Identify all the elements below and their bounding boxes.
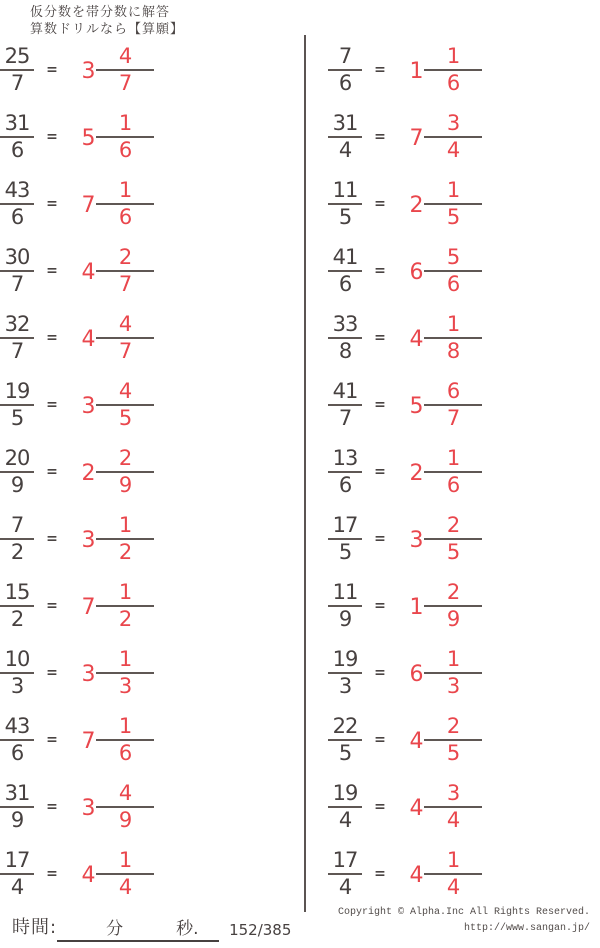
answer-fraction — [96, 512, 154, 564]
equals-sign: = — [46, 262, 58, 279]
question-fraction — [328, 579, 362, 631]
equals-sign: = — [46, 798, 58, 815]
question-fraction — [0, 244, 34, 296]
question-denominator: 7 — [10, 271, 24, 296]
problem-columns — [0, 36, 600, 907]
question-numerator: 13 — [332, 445, 358, 470]
answer-denominator: 4 — [118, 874, 132, 899]
answer-numerator: 2 — [118, 445, 132, 470]
answer-denominator: 2 — [118, 606, 132, 631]
question-fraction — [328, 110, 362, 162]
equals-sign: = — [374, 128, 386, 145]
answer-fraction — [96, 244, 154, 296]
answer-denominator: 6 — [118, 137, 132, 162]
answer-numerator: 6 — [446, 378, 460, 403]
answer-whole-number: 4 — [81, 862, 95, 888]
question-numerator: 17 — [4, 847, 30, 872]
worksheet-header — [30, 4, 184, 38]
question-denominator: 4 — [338, 807, 352, 832]
answer-fraction — [96, 110, 154, 162]
answer-numerator: 1 — [446, 43, 460, 68]
answer-fraction — [424, 311, 482, 363]
question-numerator: 19 — [332, 780, 358, 805]
question-numerator: 32 — [4, 311, 30, 336]
seconds-label: 秒. — [176, 919, 199, 939]
problem-row — [0, 639, 305, 706]
copyright-block — [338, 905, 590, 937]
question-numerator: 15 — [4, 579, 30, 604]
question-numerator: 31 — [4, 110, 30, 135]
minutes-label: 分 — [106, 919, 124, 939]
answer-whole-number: 7 — [81, 594, 95, 620]
equals-sign: = — [374, 865, 386, 882]
answer-whole-number: 7 — [409, 125, 423, 151]
question-fraction — [328, 43, 362, 95]
answer-fraction — [96, 713, 154, 765]
question-numerator: 25 — [4, 43, 30, 68]
answer-numerator: 4 — [118, 43, 132, 68]
answer-denominator: 5 — [446, 204, 460, 229]
question-fraction — [0, 43, 34, 95]
answer-numerator: 1 — [118, 512, 132, 537]
answer-denominator: 6 — [446, 271, 460, 296]
question-fraction — [328, 780, 362, 832]
answer-whole-number: 4 — [409, 862, 423, 888]
question-denominator: 6 — [338, 472, 352, 497]
question-denominator: 9 — [10, 472, 24, 497]
question-numerator: 7 — [338, 43, 352, 68]
equals-sign: = — [374, 396, 386, 413]
answer-denominator: 7 — [118, 338, 132, 363]
question-fraction — [328, 512, 362, 564]
copyright-line: Copyright © Alpha.Inc All Rights Reserved. — [337, 907, 590, 918]
answer-whole-number: 4 — [409, 795, 423, 821]
question-denominator: 9 — [10, 807, 24, 832]
problem-row — [0, 840, 305, 907]
question-fraction — [328, 378, 362, 430]
answer-fraction — [96, 847, 154, 899]
answer-denominator: 6 — [118, 204, 132, 229]
equals-sign: = — [374, 731, 386, 748]
answer-denominator: 6 — [446, 70, 460, 95]
answer-numerator: 2 — [446, 579, 460, 604]
equals-sign: = — [374, 61, 386, 78]
question-numerator: 33 — [332, 311, 358, 336]
question-fraction — [0, 780, 34, 832]
answer-denominator: 4 — [446, 807, 460, 832]
answer-numerator: 2 — [446, 512, 460, 537]
answer-numerator: 1 — [118, 110, 132, 135]
question-fraction — [0, 378, 34, 430]
answer-numerator: 1 — [446, 847, 460, 872]
equals-sign: = — [46, 664, 58, 681]
question-numerator: 31 — [332, 110, 358, 135]
question-numerator: 10 — [4, 646, 30, 671]
answer-denominator: 7 — [118, 70, 132, 95]
question-denominator: 6 — [338, 271, 352, 296]
answer-denominator: 5 — [118, 405, 132, 430]
problem-row — [0, 773, 305, 840]
question-numerator: 19 — [332, 646, 358, 671]
equals-sign: = — [46, 61, 58, 78]
answer-fraction — [96, 579, 154, 631]
problem-row — [328, 840, 600, 907]
question-denominator: 5 — [10, 405, 24, 430]
equals-sign: = — [374, 798, 386, 815]
answer-fraction — [424, 177, 482, 229]
answer-numerator: 1 — [446, 177, 460, 202]
problem-row — [0, 237, 305, 304]
question-denominator: 2 — [10, 539, 24, 564]
equals-sign: = — [374, 530, 386, 547]
question-denominator: 5 — [338, 740, 352, 765]
answer-fraction — [424, 713, 482, 765]
answer-denominator: 3 — [446, 673, 460, 698]
answer-denominator: 4 — [446, 874, 460, 899]
problem-row — [0, 505, 305, 572]
answer-fraction — [424, 579, 482, 631]
answer-whole-number: 5 — [409, 393, 423, 419]
answer-whole-number: 4 — [81, 259, 95, 285]
answer-whole-number: 3 — [81, 393, 95, 419]
question-fraction — [328, 646, 362, 698]
answer-fraction — [96, 311, 154, 363]
question-fraction — [0, 311, 34, 363]
answer-denominator: 8 — [446, 338, 460, 363]
question-fraction — [0, 847, 34, 899]
answer-denominator: 7 — [118, 271, 132, 296]
answer-denominator: 9 — [118, 807, 132, 832]
answer-fraction — [96, 780, 154, 832]
time-answer-line — [57, 912, 219, 942]
answer-denominator: 5 — [446, 740, 460, 765]
answer-whole-number: 3 — [409, 527, 423, 553]
question-fraction — [0, 512, 34, 564]
question-numerator: 31 — [4, 780, 30, 805]
problem-row — [328, 639, 600, 706]
answer-whole-number: 1 — [409, 594, 423, 620]
question-numerator: 41 — [332, 378, 358, 403]
answer-fraction — [424, 378, 482, 430]
answer-denominator: 5 — [446, 539, 460, 564]
answer-fraction — [424, 646, 482, 698]
question-denominator: 4 — [338, 874, 352, 899]
answer-denominator: 2 — [118, 539, 132, 564]
problem-row — [328, 237, 600, 304]
problem-row — [0, 170, 305, 237]
question-denominator: 3 — [10, 673, 24, 698]
time-entry — [12, 912, 291, 942]
answer-whole-number: 4 — [409, 728, 423, 754]
answer-whole-number: 3 — [81, 661, 95, 687]
problem-row — [328, 103, 600, 170]
answer-fraction — [424, 445, 482, 497]
question-numerator: 19 — [4, 378, 30, 403]
equals-sign: = — [374, 664, 386, 681]
question-denominator: 7 — [10, 338, 24, 363]
problem-row — [328, 773, 600, 840]
question-fraction — [328, 177, 362, 229]
website-url: http://www.sangan.jp/ — [463, 923, 590, 934]
question-denominator: 5 — [338, 204, 352, 229]
answer-whole-number: 4 — [409, 326, 423, 352]
answer-fraction — [424, 847, 482, 899]
equals-sign: = — [374, 597, 386, 614]
question-fraction — [0, 579, 34, 631]
question-denominator: 6 — [10, 137, 24, 162]
question-denominator: 8 — [338, 338, 352, 363]
answer-whole-number: 6 — [409, 661, 423, 687]
question-numerator: 17 — [332, 512, 358, 537]
question-denominator: 4 — [338, 137, 352, 162]
answer-numerator: 4 — [118, 378, 132, 403]
equals-sign: = — [374, 329, 386, 346]
question-denominator: 6 — [338, 70, 352, 95]
answer-whole-number: 3 — [81, 795, 95, 821]
problems-column-left — [0, 36, 305, 907]
question-numerator: 7 — [10, 512, 24, 537]
equals-sign: = — [46, 731, 58, 748]
question-numerator: 22 — [332, 713, 358, 738]
question-numerator: 20 — [4, 445, 30, 470]
answer-denominator: 6 — [446, 472, 460, 497]
problem-row — [0, 706, 305, 773]
question-denominator: 3 — [338, 673, 352, 698]
answer-denominator: 3 — [118, 673, 132, 698]
answer-whole-number: 3 — [81, 58, 95, 84]
question-numerator: 30 — [4, 244, 30, 269]
problem-row — [328, 572, 600, 639]
question-numerator: 17 — [332, 847, 358, 872]
answer-denominator: 9 — [118, 472, 132, 497]
equals-sign: = — [374, 262, 386, 279]
equals-sign: = — [374, 195, 386, 212]
problem-row — [0, 304, 305, 371]
question-fraction — [328, 311, 362, 363]
question-fraction — [328, 445, 362, 497]
question-numerator: 41 — [332, 244, 358, 269]
answer-denominator: 7 — [446, 405, 460, 430]
header-line1: 仮分数を帯分数に解答 — [30, 5, 171, 20]
answer-numerator: 1 — [118, 177, 132, 202]
equals-sign: = — [46, 865, 58, 882]
question-fraction — [0, 646, 34, 698]
equals-sign: = — [374, 463, 386, 480]
answer-numerator: 1 — [118, 847, 132, 872]
equals-sign: = — [46, 396, 58, 413]
problem-row — [328, 304, 600, 371]
answer-whole-number: 7 — [81, 728, 95, 754]
answer-whole-number: 6 — [409, 259, 423, 285]
question-numerator: 43 — [4, 177, 30, 202]
problem-row — [0, 103, 305, 170]
answer-numerator: 3 — [446, 110, 460, 135]
equals-sign: = — [46, 597, 58, 614]
problem-row — [0, 572, 305, 639]
answer-whole-number: 5 — [81, 125, 95, 151]
answer-whole-number: 7 — [81, 192, 95, 218]
answer-fraction — [424, 244, 482, 296]
question-numerator: 11 — [332, 177, 358, 202]
question-fraction — [0, 713, 34, 765]
progress-counter: 152/385 — [229, 921, 292, 939]
question-denominator: 4 — [10, 874, 24, 899]
problems-column-right — [305, 36, 600, 907]
answer-fraction — [96, 177, 154, 229]
problem-row — [328, 36, 600, 103]
answer-denominator: 6 — [118, 740, 132, 765]
answer-whole-number: 2 — [81, 460, 95, 486]
answer-fraction — [96, 445, 154, 497]
question-fraction — [328, 847, 362, 899]
problem-row — [328, 371, 600, 438]
question-denominator: 7 — [338, 405, 352, 430]
question-denominator: 6 — [10, 740, 24, 765]
problem-row — [328, 438, 600, 505]
question-numerator: 43 — [4, 713, 30, 738]
answer-numerator: 1 — [446, 646, 460, 671]
problem-row — [328, 170, 600, 237]
answer-fraction — [96, 378, 154, 430]
problem-row — [328, 505, 600, 572]
answer-numerator: 1 — [118, 646, 132, 671]
answer-fraction — [424, 512, 482, 564]
answer-fraction — [96, 43, 154, 95]
problem-row — [0, 371, 305, 438]
question-fraction — [0, 177, 34, 229]
answer-numerator: 4 — [118, 311, 132, 336]
question-fraction — [328, 713, 362, 765]
answer-whole-number: 1 — [409, 58, 423, 84]
answer-fraction — [424, 43, 482, 95]
answer-whole-number: 2 — [409, 460, 423, 486]
answer-numerator: 1 — [118, 579, 132, 604]
answer-numerator: 1 — [118, 713, 132, 738]
answer-numerator: 5 — [446, 244, 460, 269]
time-label: 時間: — [12, 917, 58, 938]
problem-row — [0, 438, 305, 505]
question-fraction — [328, 244, 362, 296]
equals-sign: = — [46, 463, 58, 480]
answer-whole-number: 3 — [81, 527, 95, 553]
header-line2: 算数ドリルなら【算願】 — [30, 22, 185, 37]
answer-numerator: 1 — [446, 311, 460, 336]
question-denominator: 6 — [10, 204, 24, 229]
answer-denominator: 9 — [446, 606, 460, 631]
answer-denominator: 4 — [446, 137, 460, 162]
equals-sign: = — [46, 530, 58, 547]
answer-numerator: 2 — [118, 244, 132, 269]
question-numerator: 11 — [332, 579, 358, 604]
problem-row — [0, 36, 305, 103]
problem-row — [328, 706, 600, 773]
question-denominator: 7 — [10, 70, 24, 95]
equals-sign: = — [46, 329, 58, 346]
answer-whole-number: 4 — [81, 326, 95, 352]
answer-numerator: 3 — [446, 780, 460, 805]
answer-whole-number: 2 — [409, 192, 423, 218]
question-denominator: 9 — [338, 606, 352, 631]
equals-sign: = — [46, 195, 58, 212]
equals-sign: = — [46, 128, 58, 145]
answer-numerator: 2 — [446, 713, 460, 738]
question-fraction — [0, 445, 34, 497]
question-denominator: 5 — [338, 539, 352, 564]
answer-fraction — [96, 646, 154, 698]
answer-numerator: 4 — [118, 780, 132, 805]
question-fraction — [0, 110, 34, 162]
answer-fraction — [424, 780, 482, 832]
answer-numerator: 1 — [446, 445, 460, 470]
answer-fraction — [424, 110, 482, 162]
question-denominator: 2 — [10, 606, 24, 631]
